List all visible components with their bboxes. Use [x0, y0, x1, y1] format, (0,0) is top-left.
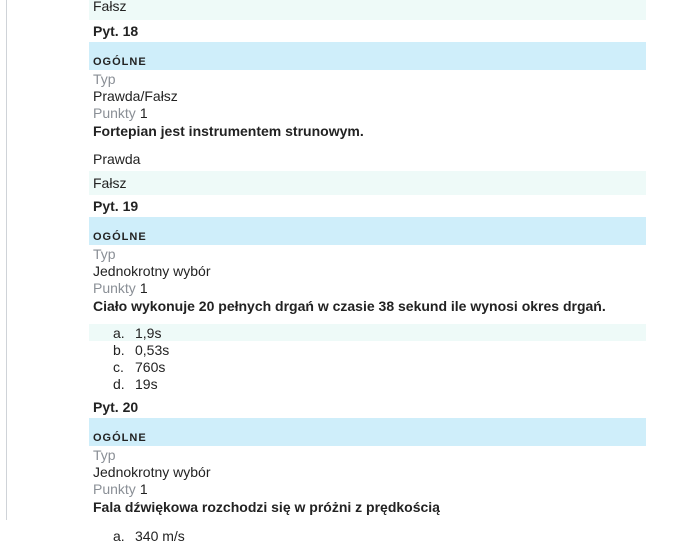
choice-text: 19s — [135, 375, 158, 392]
choice-item — [89, 341, 646, 358]
choice-text: 1,9s — [135, 324, 162, 341]
section-label: OGÓLNE — [93, 231, 147, 243]
question-text: Fala dźwiękowa rozchodzi się w próżni z prędkością — [93, 499, 440, 515]
points-row — [89, 279, 646, 296]
points-value: 1 — [139, 480, 148, 497]
quiz-document — [89, 0, 646, 544]
points-value: 1 — [139, 104, 148, 121]
type-label: Typ — [93, 70, 116, 87]
question-title: Pyt. 20 — [93, 399, 139, 415]
left-margin-rule — [6, 0, 7, 520]
section-label: OGÓLNE — [93, 432, 147, 444]
points-label: Punkty — [93, 480, 136, 497]
choice-letter: c. — [113, 358, 124, 375]
previous-answer-row — [89, 0, 646, 20]
section-header — [89, 217, 646, 245]
choice-item — [89, 358, 646, 375]
type-value: Prawda/Fałsz — [93, 87, 178, 104]
question-title: Pyt. 19 — [93, 198, 139, 214]
question-text: Ciało wykonuje 20 pełnych drgań w czasie 38 sekund ile wynosi okres drgań. — [93, 298, 606, 314]
type-value: Jednokrotny wybór — [93, 463, 211, 480]
choice-text: 760s — [135, 358, 166, 375]
section-label: OGÓLNE — [93, 56, 147, 68]
choice-letter: a. — [113, 527, 125, 544]
choice-text: 0,53s — [135, 341, 170, 358]
answer-label: Fałsz — [93, 0, 127, 14]
choice-letter: b. — [113, 341, 125, 358]
points-value: 1 — [139, 279, 148, 296]
choice-item — [89, 375, 646, 392]
choice-item — [89, 324, 646, 341]
section-header — [89, 42, 646, 70]
answer-label: Fałsz — [93, 175, 127, 191]
section-header — [89, 418, 646, 446]
choice-letter: d. — [113, 375, 125, 392]
answer-label: Prawda — [93, 151, 141, 167]
answer-row — [89, 171, 646, 195]
question-title: Pyt. 18 — [93, 23, 139, 39]
type-label: Typ — [93, 245, 116, 262]
choice-letter: a. — [113, 324, 125, 341]
type-label: Typ — [93, 446, 116, 463]
answer-row — [89, 147, 646, 171]
choice-list — [89, 527, 646, 544]
choice-list — [89, 324, 646, 392]
question-text: Fortepian jest instrumentem strunowym. — [93, 123, 364, 139]
choice-item — [89, 527, 646, 544]
points-row — [89, 104, 646, 121]
points-label: Punkty — [93, 279, 136, 296]
choice-text: 340 m/s — [135, 527, 185, 544]
points-row — [89, 480, 646, 497]
points-label: Punkty — [93, 104, 136, 121]
type-value: Jednokrotny wybór — [93, 262, 211, 279]
